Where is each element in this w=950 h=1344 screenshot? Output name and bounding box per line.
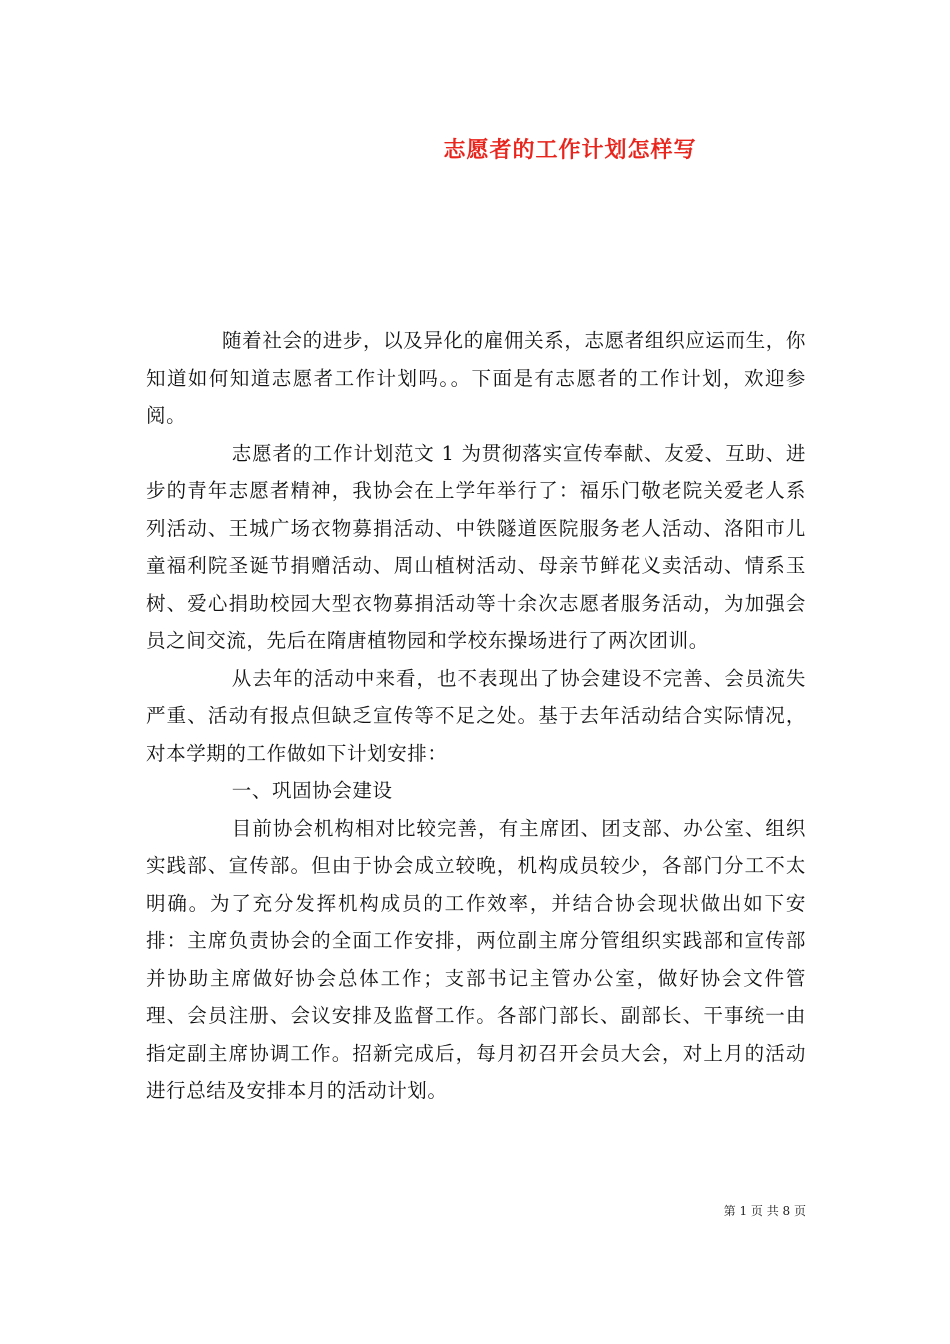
document-title: 志愿者的工作计划怎样写	[443, 137, 697, 163]
page-number-footer: 第 1 页 共 8 页	[723, 1204, 806, 1218]
document-body	[146, 322, 806, 1110]
paragraph-review: 从去年的活动中来看，也不表现出了协会建设不完善、会员流失严重、活动有报点但缺乏宣传等不足之处。基于去年活动结合实际情况，对本学期的工作做如下计划安排：	[146, 666, 806, 765]
paragraph-organization: 目前协会机构相对比较完善，有主席团、团支部、办公室、组织实践部、宣传部。但由于协会成立较晚，机构成员较少，各部门分工不太明确。为了充分发挥机构成员的工作效率，并结合协会现状做出如下安排：主席负责协会的全面工作安排，两位副主席分管组织实践部和宣传部并协助主席做好协会总体工作；支部书记主管办公室，做好协会文件管理、会员注册、会议安排及监督工作。各部门部长、副部长、干事统一由指定副主席协调工作。招新完成后，每月初召开会员大会，对上月的活动进行总结及安排本月的活动计划。	[146, 816, 806, 1102]
paragraph-intro: 随着社会的进步，以及异化的雇佣关系，志愿者组织应运而生，你知道如何知道志愿者工作计划吗。。下面是有志愿者的工作计划，欢迎参阅。	[146, 329, 806, 427]
paragraph-sample-1: 志愿者的工作计划范文 1 为贯彻落实宣传奉献、友爱、互助、进步的青年志愿者精神，我协会在上学年举行了：福乐门敬老院关爱老人系列活动、王城广场衣物募捐活动、中铁隧道医院服务老人活动、洛阳市儿童福利院圣诞节捐赠活动、周山植树活动、母亲节鲜花义卖活动、情系玉树、爱心捐助校园大型衣物募捐活动等十余次志愿者服务活动，为加强会员之间交流，先后在隋唐植物园和学校东操场进行了两次团训。	[146, 441, 806, 652]
section-heading-1: 一、巩固协会建设	[231, 779, 393, 802]
